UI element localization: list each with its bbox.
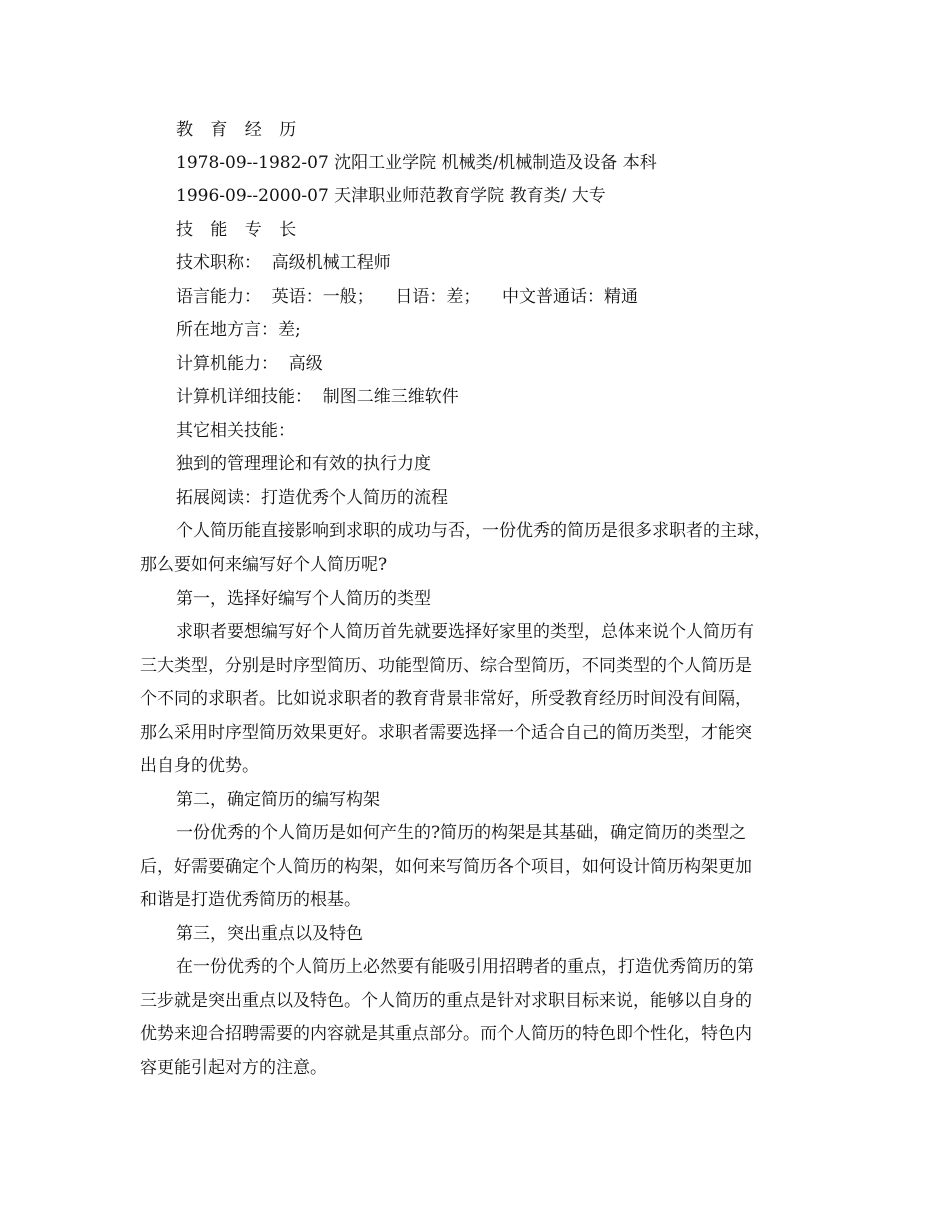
education-heading: 教 育 经 历 <box>176 120 303 140</box>
paragraph-1-line-2: 那么要如何来编写好个人简历呢? <box>140 555 388 575</box>
paragraph-4-line-1: 在一份优秀的个人简历上必然要有能吸引用招聘者的重点，打造优秀简历的第 <box>176 957 754 977</box>
computer-detail-line: 计算机详细技能： 制图二维三维软件 <box>176 387 459 407</box>
paragraph-2-line-4: 那么采用时序型简历效果更好。求职者需要选择一个适合自己的简历类型，才能突 <box>140 723 752 743</box>
extended-reading-line: 拓展阅读：打造优秀个人简历的流程 <box>176 488 448 508</box>
paragraph-3-line-2: 后，好需要确定个人简历的构架，如何来写简历各个项目，如何设计简历构架更加 <box>140 857 752 877</box>
dialect-line: 所在地方言：差; <box>176 320 301 340</box>
section-3-title: 第三，突出重点以及特色 <box>176 924 363 944</box>
paragraph-4-line-4: 容更能引起对方的注意。 <box>140 1058 327 1078</box>
computer-ability-line: 计算机能力： 高级 <box>176 354 323 374</box>
paragraph-2-line-2: 三大类型，分别是时序型简历、功能型简历、综合型简历，不同类型的个人简历是 <box>140 656 752 676</box>
other-skills-line: 其它相关技能： <box>176 421 295 441</box>
section-1-title: 第一，选择好编写个人简历的类型 <box>176 589 431 609</box>
skills-heading: 技 能 专 长 <box>176 220 303 240</box>
paragraph-1-line-1: 个人简历能直接影响到求职的成功与否，一份优秀的简历是很多求职者的主球， <box>176 521 771 541</box>
education-entry-1: 1978-09--1982-07 沈阳工业学院 机械类/机械制造及设备 本科 <box>176 153 657 173</box>
paragraph-2-line-1: 求职者要想编写好个人简历首先就要选择好家里的类型，总体来说个人简历有 <box>176 622 754 642</box>
paragraph-4-line-3: 优势来迎合招聘需要的内容就是其重点部分。而个人简历的特色即个性化，特色内 <box>140 1024 752 1044</box>
paragraph-2-line-5: 出自身的优势。 <box>140 756 259 776</box>
paragraph-3-line-1: 一份优秀的个人简历是如何产生的?简历的构架是其基础，确定简历的类型之 <box>176 823 747 843</box>
management-line: 独到的管理理论和有效的执行力度 <box>176 454 431 474</box>
education-entry-2: 1996-09--2000-07 天津职业师范教育学院 教育类/ 大专 <box>176 186 606 206</box>
paragraph-2-line-3: 个不同的求职者。比如说求职者的教育背景非常好，所受教育经历时间没有间隔， <box>140 689 752 709</box>
section-2-title: 第二，确定简历的编写构架 <box>176 790 380 810</box>
technical-title-line: 技术职称： 高级机械工程师 <box>176 253 391 273</box>
paragraph-4-line-2: 三步就是突出重点以及特色。个人简历的重点是针对求职目标来说，能够以自身的 <box>140 991 752 1011</box>
language-ability-line: 语言能力： 英语：一般； 日语：差； 中文普通话：精通 <box>176 287 639 307</box>
paragraph-3-line-3: 和谐是打造优秀简历的根基。 <box>140 890 361 910</box>
